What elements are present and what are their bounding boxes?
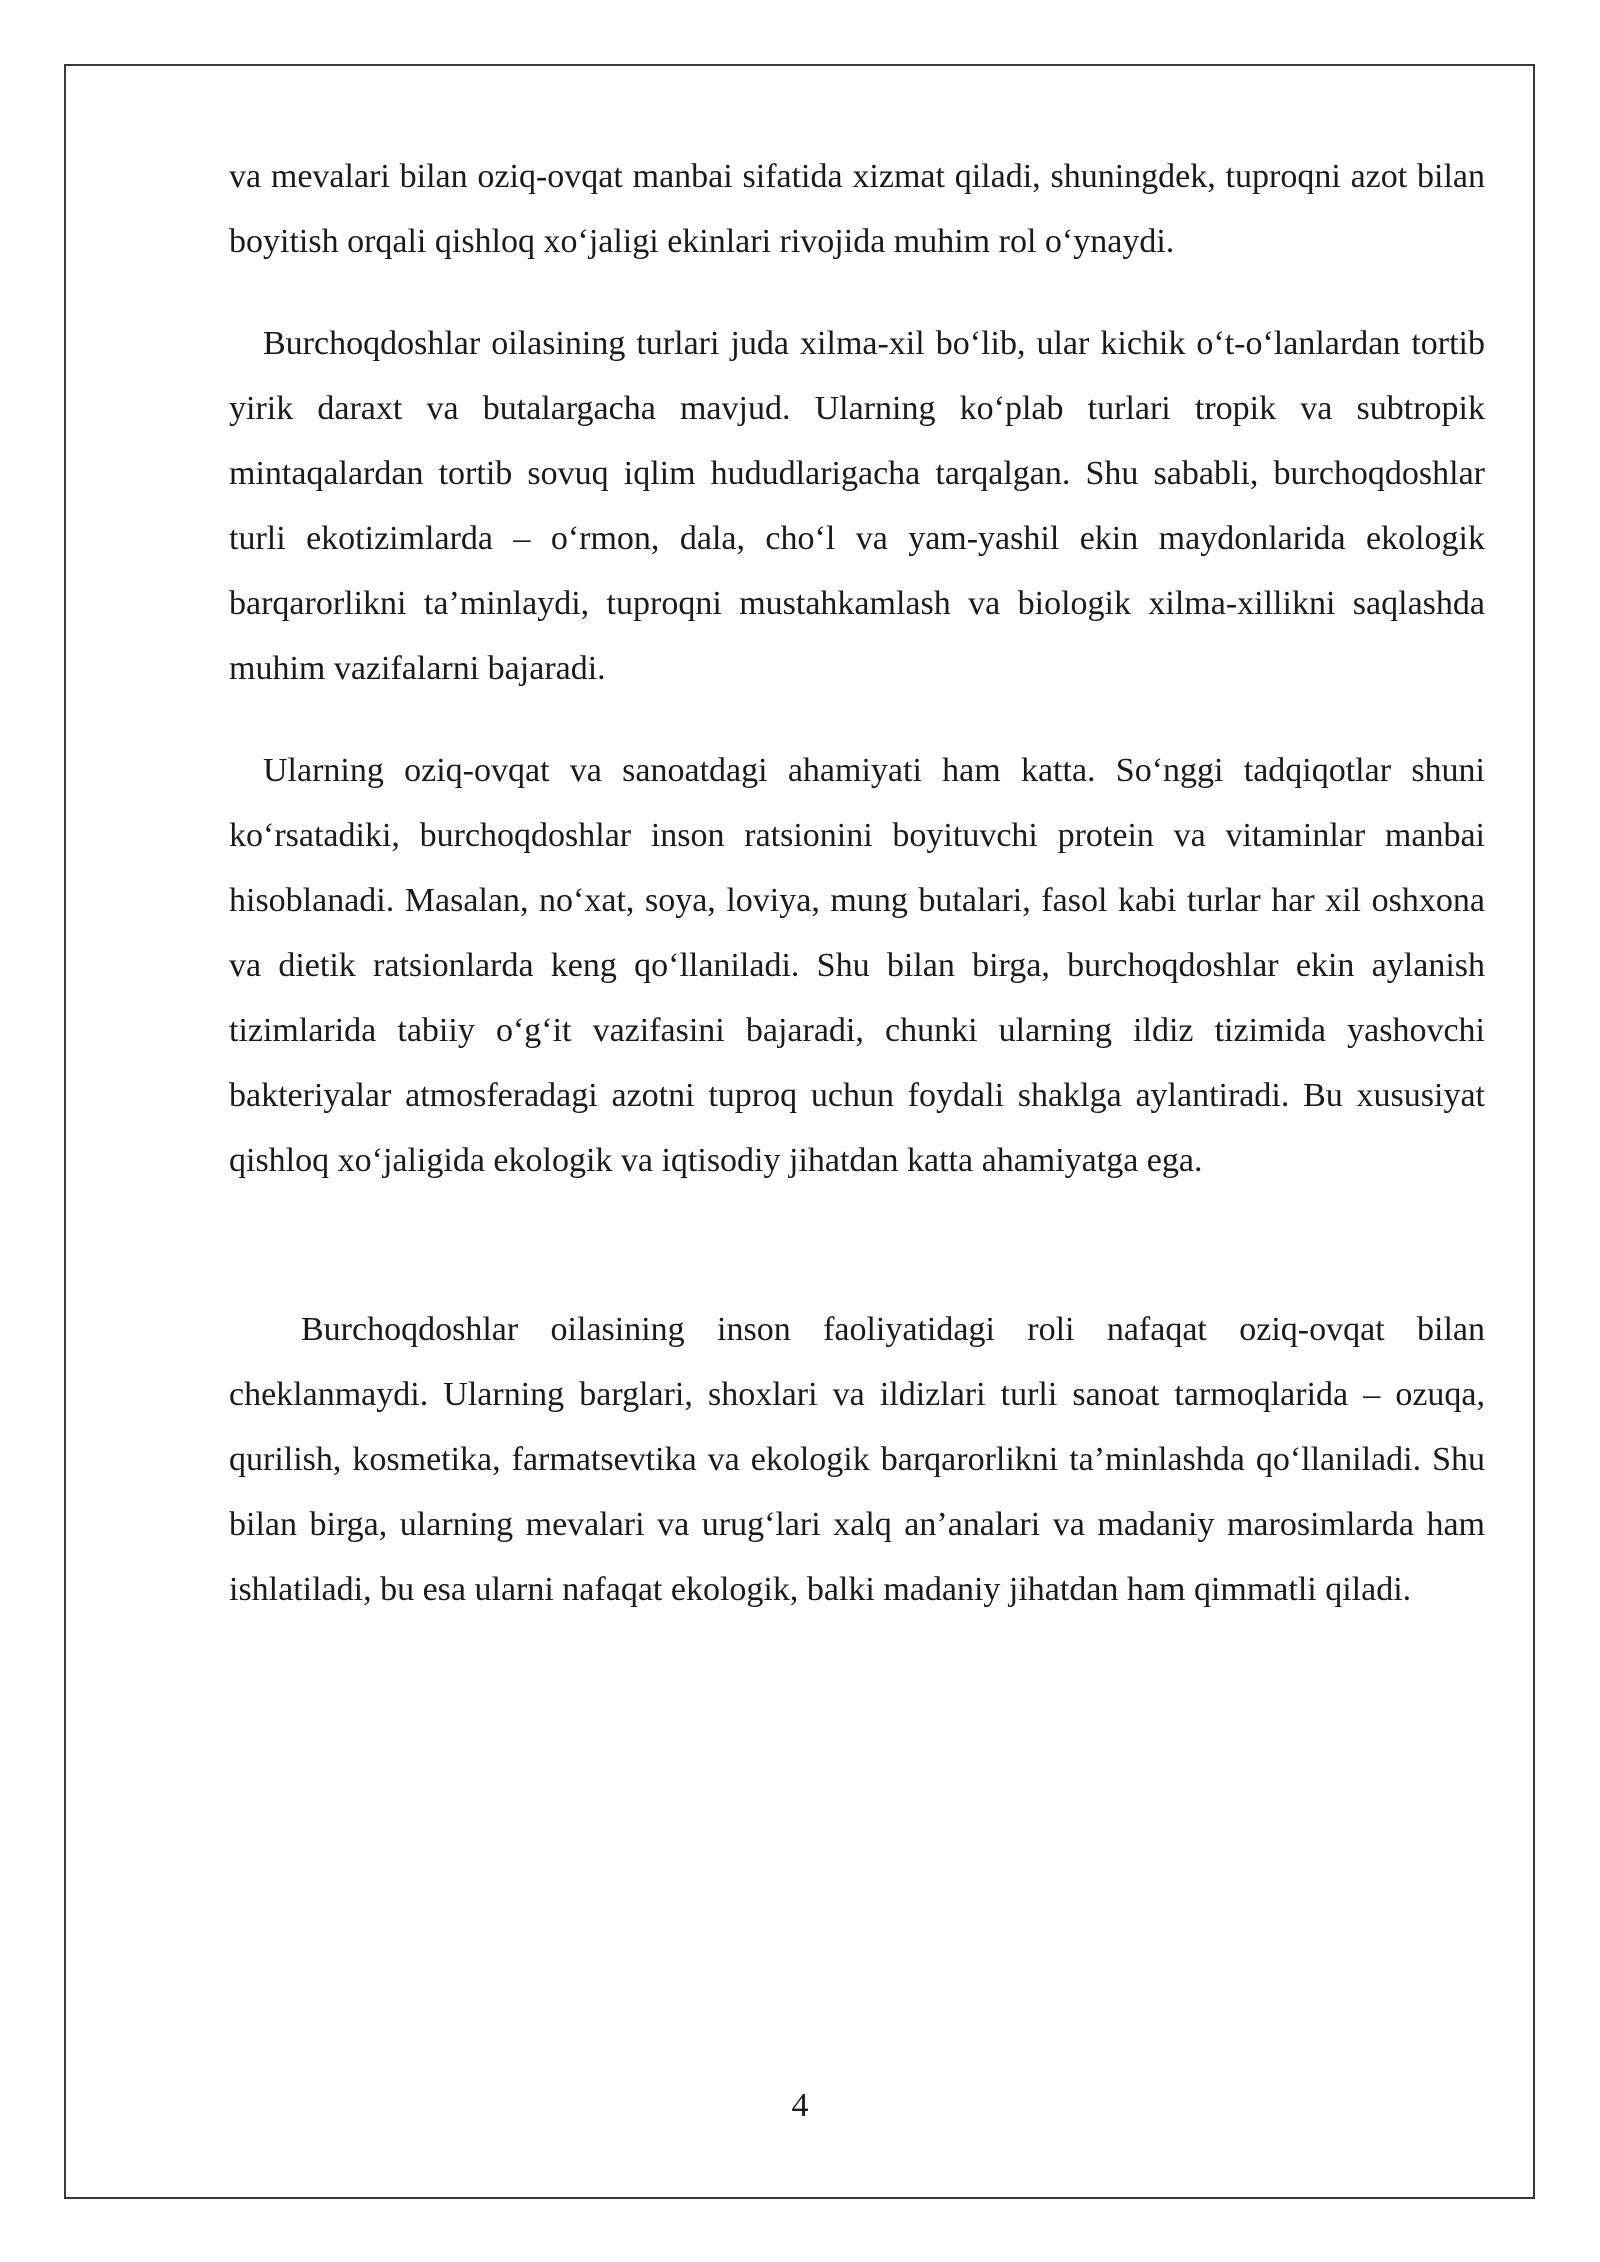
page-number: 4 <box>791 2087 809 2124</box>
paragraph-human-activity-role: Burchoqdoshlar oilasining inson faoliyatidagi roli nafaqat oziq-ovqat bilan cheklanmaydi. Ularning barglari, shoxlari va ildizlari turli sanoat tarmoqlarida – ozuqa, qurilish, kosmetika, farmatsevtika va ekologik barqarorlikni ta’minlashda qo‘llaniladi. Shu bilan birga, ularning mevalari va urug‘lari xalq an’analari va madaniy marosimlarda ham ishlatiladi, bu esa ularni nafaqat ekologik, balki madaniy jihatdan ham qimmatli qiladi. <box>229 1311 1485 1608</box>
paragraph-species-diversity: Burchoqdoshlar oilasining turlari juda xilma-xil bo‘lib, ular kichik o‘t-o‘lanlardan tortib yirik daraxt va butalargacha mavjud. Ularning ko‘plab turlari tropik va subtropik mintaqalardan tortib sovuq iqlim hududlarigacha tarqalgan. Shu sababli, burchoqdoshlar turli ekotizimlarda – o‘rmon, dala, cho‘l va yam-yashil ekin maydonlarida ekologik barqarorlikni ta’minlaydi, tuproqni mustahkamlash va biologik xilma-xillikni saqlashda muhim vazifalarni bajaradi. <box>229 325 1485 687</box>
paragraph-continuation: va mevalari bilan oziq-ovqat manbai sifatida xizmat qiladi, shuningdek, tuproqni azot bilan boyitish orqali qishloq xo‘jaligi ekinlari rivojida muhim rol o‘ynaydi. <box>229 158 1485 260</box>
paragraph-food-industry-importance: Ularning oziq-ovqat va sanoatdagi ahamiyati ham katta. So‘nggi tadqiqotlar shuni ko‘rsatadiki, burchoqdoshlar inson ratsionini boyituvchi protein va vitaminlar manbai hisoblanadi. Masalan, no‘xat, soya, loviya, mung butalari, fasol kabi turlar har xil oshxona va dietik ratsionlarda keng qo‘llaniladi. Shu bilan birga, burchoqdoshlar ekin aylanish tizimlarida tabiiy o‘g‘it vazifasini bajaradi, chunki ularning ildiz tizimida yashovchi bakteriyalar atmosferadagi azotni tuproq uchun foydali shaklga aylantiradi. Bu xususiyat qishloq xo‘jaligida ekologik va iqtisodiy jihatdan katta ahamiyatga ega. <box>229 752 1485 1179</box>
